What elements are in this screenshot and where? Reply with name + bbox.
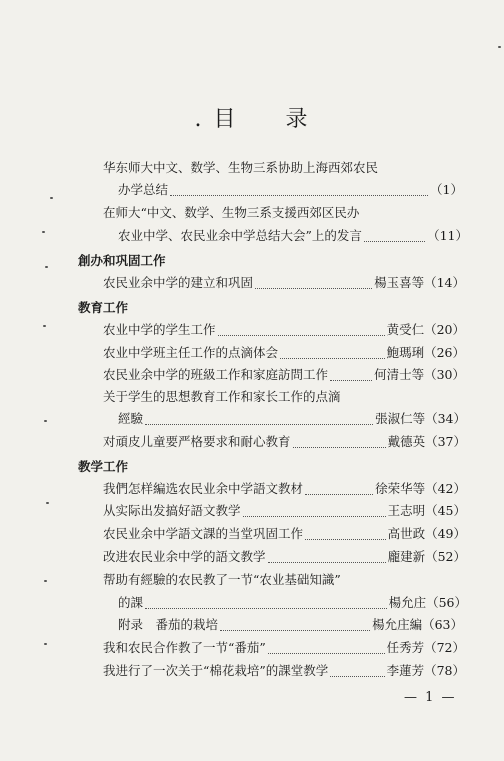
toc-entry-page: （52）: [425, 549, 466, 564]
scan-speck: [498, 46, 501, 48]
toc-entry: [103, 322, 465, 338]
toc-entry-page: （1）: [430, 182, 463, 197]
toc-entry: [103, 663, 465, 679]
toc-entry-title: 农业中学的学生工作: [103, 322, 216, 337]
dot-leader: [255, 278, 372, 289]
toc-entry-page: （49）: [425, 526, 466, 541]
dot-leader: [305, 484, 373, 495]
toc-entry-author: 鮑瑪琍: [386, 345, 425, 360]
toc-entry: [118, 228, 468, 244]
toc-entry-author: 徐荣华等: [375, 481, 426, 496]
dot-leader: [330, 370, 372, 381]
scan-speck: [44, 580, 47, 582]
toc-entry-page: （20）: [424, 322, 465, 337]
toc-entry-page: （30）: [424, 367, 465, 382]
toc-entry-title: 华东师大中文、数学、生物三系协助上海西郊农民: [103, 160, 379, 175]
dot-leader: [280, 348, 385, 359]
toc-entry-author: 李蓮芳: [386, 663, 425, 678]
toc-entry: [103, 503, 466, 519]
toc-entry: [118, 182, 463, 198]
toc-entry-title: 附录 番茄的栽培: [118, 617, 219, 632]
toc-entry-author: 黄受仁: [386, 322, 425, 337]
toc-entry: [103, 389, 403, 405]
scan-speck: [42, 231, 45, 233]
toc-entry-page: （14）: [424, 275, 465, 290]
title-char-1: 目: [213, 107, 238, 132]
toc-entry: [103, 549, 466, 565]
toc-entry-page: （45）: [425, 503, 466, 518]
toc-entry-author: 楊允庄: [388, 595, 427, 610]
toc-entry: [103, 572, 403, 588]
toc-entry-page: （63）: [422, 617, 463, 632]
page-number: — 1 —: [404, 690, 457, 705]
dot-leader: [145, 414, 373, 425]
toc-entry-page: （34）: [425, 411, 466, 426]
toc-entry-page: （11）: [427, 228, 468, 243]
toc-entry-title: 經驗: [118, 411, 144, 426]
dot-leader: [170, 185, 428, 196]
scan-speck: [50, 197, 53, 199]
dot-leader: [330, 666, 384, 677]
toc-entry: [118, 411, 466, 427]
dot-leader: [243, 506, 386, 517]
toc-entry-title: 的課: [118, 595, 144, 610]
toc-entry-author: 高世政: [387, 526, 426, 541]
toc-entry: [118, 595, 467, 611]
toc-entry: [103, 160, 403, 176]
dot-leader: [364, 231, 425, 242]
toc-entry-title: 农业中学、农民业余中学总结大会”上的发言: [118, 228, 362, 243]
toc-entry: [103, 275, 465, 291]
toc-entry-author: 張淑仁等: [375, 411, 426, 426]
dot-leader: [220, 620, 370, 631]
toc-entry-author: 楊允庄編: [372, 617, 423, 632]
toc-entry: [103, 481, 466, 497]
scan-speck: [45, 266, 48, 268]
toc-entry-title: 对頑皮儿童要严格要求和耐心教育: [103, 434, 291, 449]
dot-leader: [218, 325, 385, 336]
toc-entry: [118, 617, 463, 633]
toc-entry: [103, 367, 465, 383]
toc-entry-title: 关于学生的思想教育工作和家长工作的点滴: [103, 389, 341, 404]
toc-entry-page: （26）: [424, 345, 465, 360]
dot-leader: [145, 598, 387, 609]
toc-entry-author: 龐建新: [387, 549, 426, 564]
toc-entry-title: 我和农民合作教了一节“番茄”: [103, 640, 266, 655]
toc-entry: [103, 526, 466, 542]
toc-entry-title: 我进行了一次关于“棉花栽培”的課堂教学: [103, 663, 329, 678]
toc-entry-title: 从实际出发搞好語文教学: [103, 503, 241, 518]
toc-entry-author: 王志明: [387, 503, 426, 518]
toc-entry-title: 农民业余中学的建立和巩固: [103, 275, 254, 290]
toc-entry: [103, 640, 465, 656]
section-heading: 教学工作: [78, 459, 129, 474]
toc-entry-author: 何清士等: [374, 367, 425, 382]
dot-leader: [305, 529, 386, 540]
toc-entry-title: 帮助有經驗的农民教了一节“农业基础知識”: [103, 572, 341, 587]
toc-entry-page: （42）: [425, 481, 466, 496]
section-heading: 教育工作: [78, 300, 129, 315]
dot-leader: [293, 437, 386, 448]
toc-entry-title: 我們怎样編选农民业余中学語文教材: [103, 481, 304, 496]
title-dot: .: [194, 107, 204, 132]
dot-leader: [268, 643, 385, 654]
toc-entry-title: 农民业余中学語文課的当堂巩固工作: [103, 526, 304, 541]
toc-entry-title: 改进农民业余中学的語文教学: [103, 549, 266, 564]
dot-leader: [268, 552, 386, 563]
toc-entry-title: 在师大“中文、数学、生物三系支援西郊区民办: [103, 205, 360, 220]
toc-entry-page: （72）: [424, 640, 465, 655]
toc-entry-title: 农业中学班主任工作的点滴体会: [103, 345, 279, 360]
toc-entry-page: （37）: [425, 434, 466, 449]
toc-entry: [103, 345, 465, 361]
toc-entry-title: 办学总结: [118, 182, 169, 197]
toc-entry-page: （78）: [424, 663, 465, 678]
scan-speck: [44, 420, 47, 422]
toc-entry-page: （56）: [426, 595, 467, 610]
section-heading: 創办和巩固工作: [78, 253, 166, 268]
toc-entry-author: 戴德英: [387, 434, 426, 449]
toc-entry-title: 农民业余中学的班級工作和家庭訪問工作: [103, 367, 329, 382]
scan-speck: [43, 325, 46, 327]
scan-speck: [44, 643, 47, 645]
scan-speck: [46, 502, 49, 504]
title-char-2: 录: [285, 107, 310, 132]
toc-entry-author: 任秀芳: [386, 640, 425, 655]
toc-entry-author: 楊玉喜等: [374, 275, 425, 290]
toc-entry: [103, 434, 466, 450]
toc-entry: [103, 205, 413, 221]
